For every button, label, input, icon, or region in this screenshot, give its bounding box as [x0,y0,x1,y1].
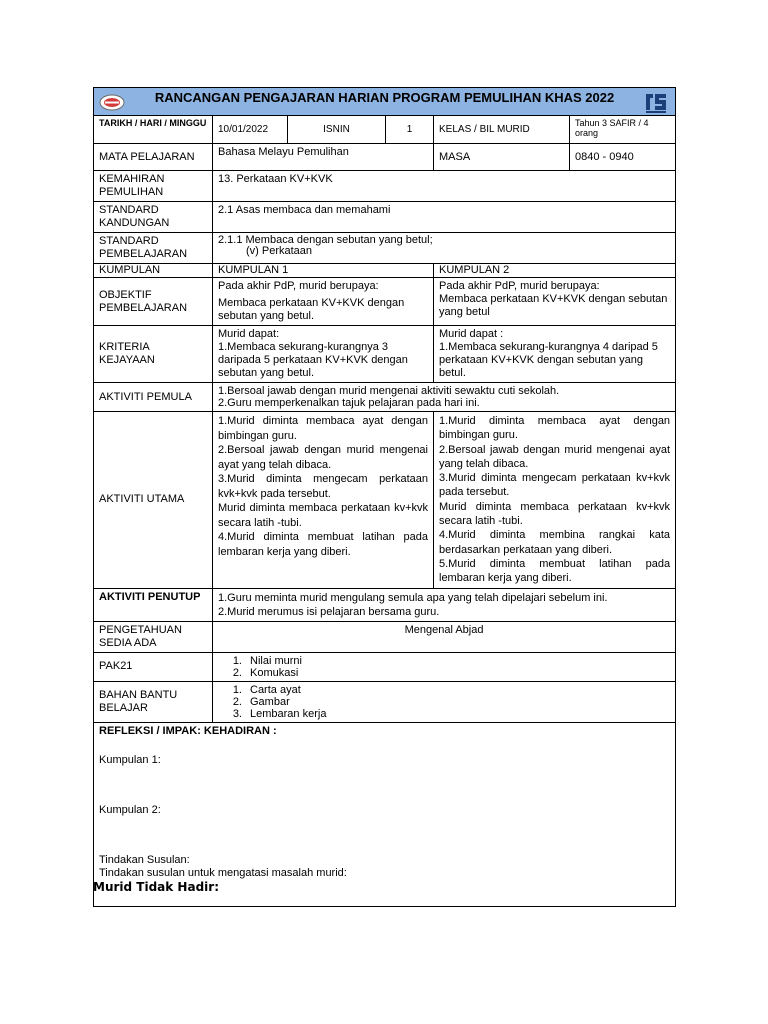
pak21-label: PAK21 [94,652,213,681]
main-activity-group-1 [213,412,434,589]
prior-knowledge-label: PENGETAHUAN SEDIA ADA [94,621,213,652]
materials-item: 1. Carta ayat [232,683,301,696]
closing-activity-value [213,588,676,621]
criteria-g1-intro: Murid dapat: [218,328,280,340]
closing-activity-label: AKTIVITI PENUTUP [94,588,213,621]
main-activity-g1-step: 4.Murid diminta membuat latihan pada lembaran kerja yang diberi. [218,531,428,558]
date-label: TARIKH / HARI / MINGGU [94,116,213,144]
criteria-group-1 [213,326,434,383]
content-standard-value: 2.1 Asas membaca dan memahami [213,202,676,233]
materials-item: 3. Lembaran kerja [232,707,327,720]
followup-label: Tindakan Susulan: [99,853,190,866]
intro-activity-label: AKTIVITI PEMULA [94,383,213,412]
school-logo-icon [99,94,125,111]
reflection-heading: REFLEKSI / IMPAK: KEHADIRAN : [99,724,277,737]
class-value: Tahun 3 SAFIR / 4 orang [570,116,676,144]
learning-standard-label: STANDARD PEMBELAJARAN [94,233,213,264]
objective-group-1 [213,278,434,326]
class-label: KELAS / BIL MURID [434,116,570,144]
time-value: 0840 - 0940 [570,144,676,171]
main-activity-g2-step: Murid diminta membaca perkataan kv+kvk secara latih -tubi. [439,500,671,528]
criteria-label: KRITERIA KEJAYAAN [94,326,213,383]
main-activity-g2-step: 1.Murid diminta membaca ayat dengan bimbingan guru. [439,415,671,442]
objective-g2-intro: Pada akhir PdP, murid berupaya: [439,280,600,292]
main-activity-g1-step: 1.Murid diminta membaca ayat dengan bimbingan guru. [218,415,428,442]
criteria-g1-text: 1.Membaca sekurang-kurangnya 3 daripada 5 perkataan KV+KVK dengan sebutan yang betul. [218,341,408,379]
main-activity-label: AKTIVITI UTAMA [94,412,213,589]
pak21-item: 2. Komukasi [232,666,299,679]
skill-value: 13. Perkataan KV+KVK [213,171,676,202]
main-activity-g1-step: 3.Murid diminta mengecam perkataan kvk+kvk pada tersebut. [218,473,428,500]
criteria-g2-text: 1.Membaca sekurang-kurangnya 4 daripad 5 perkataan KV+KVK dengan sebutan yang betul. [439,341,658,379]
main-activity-g2-step: 3.Murid diminta mengecam perkataan kv+kvk pada tersebut. [439,472,671,499]
date-value: 10/01/2022 [213,116,288,144]
time-label: MASA [434,144,570,171]
learning-standard-value [213,233,676,264]
objective-group-2 [434,278,676,326]
pak21-item: 1. Nilai murni [232,654,302,667]
learning-standard-line-1: 2.1.1 Membaca dengan sebutan yang betul; [218,234,433,246]
materials-item: 2. Gambar [232,695,290,708]
learning-standard-line-2: (v) Perkataan [246,245,313,257]
objective-g1-text: Membaca perkataan KV+KVK dengan sebutan yang betul. [218,297,405,322]
closing-activity-line-2: 2.Murid merumus isi pelajaran bersama guru. [218,605,440,618]
week-value: 1 [386,116,434,144]
header-banner [94,88,676,116]
group-label: KUMPULAN [94,264,213,278]
main-activity-g1-step: 2.Bersoal jawab dengan murid mengenai ayat yang telah dibaca. [218,444,428,471]
main-activity-g2-step: 4.Murid diminta membina rangkai kata berdasarkan perkataan yang diberi. [439,529,671,556]
subject-value: Bahasa Melayu Pemulihan [213,144,434,171]
closing-activity-line-1: 1.Guru meminta murid mengulang semula apa yang telah dipelajari sebelum ini. [218,591,608,604]
subject-label: MATA PELAJARAN [94,144,213,171]
pak21-list [213,652,676,681]
reflection-group-2: Kumpulan 2: [99,803,161,816]
intro-activity-value [213,383,676,412]
intro-activity-line-2: 2.Guru memperkenalkan tajuk pelajaran pada hari ini. [218,397,480,409]
criteria-group-2 [434,326,676,383]
reflection-group-1: Kumpulan 1: [99,753,161,766]
main-activity-group-2 [434,412,676,589]
page-title: RANCANGAN PENGAJARAN HARIAN PROGRAM PEMULIHAN KHAS 2022 [154,90,615,105]
objective-g1-intro: Pada akhir PdP, murid berupaya: [218,280,379,292]
main-activity-g2-step: 5.Murid diminta membuat latihan pada lembaran kerja yang diberi. [439,557,671,585]
objective-g2-text: Membaca perkataan KV+KVK dengan sebutan yang betul [439,293,668,318]
materials-label: BAHAN BANTU BELAJAR [94,681,213,722]
skill-label: KEMAHIRAN PEMULIHAN [94,171,213,202]
criteria-g2-intro: Murid dapat : [439,328,504,340]
reflection-section [94,722,676,906]
day-value: ISNIN [288,116,386,144]
group-2-header: KUMPULAN 2 [434,264,676,278]
lesson-plan-table [93,87,676,907]
prior-knowledge-value: Mengenal Abjad [213,621,676,652]
pemulihan-logo-icon [643,90,669,114]
main-activity-g2-step: 2.Bersoal jawab dengan murid mengenai ayat yang telah dibaca. [439,443,671,470]
materials-list [213,681,676,722]
main-activity-g1-step: Murid diminta membaca perkataan kv+kvk secara latih -tubi. [218,502,428,529]
objective-label: OBJEKTIF PEMBELAJARAN [94,278,213,326]
content-standard-label: STANDARD KANDUNGAN [94,202,213,233]
group-1-header: KUMPULAN 1 [213,264,434,278]
absent-students-label: Murid Tidak Hadir: [93,880,219,894]
intro-activity-line-1: 1.Bersoal jawab dengan murid mengenai aktiviti sewaktu cuti sekolah. [218,385,560,397]
followup-text: Tindakan susulan untuk mengatasi masalah murid: [99,866,347,879]
